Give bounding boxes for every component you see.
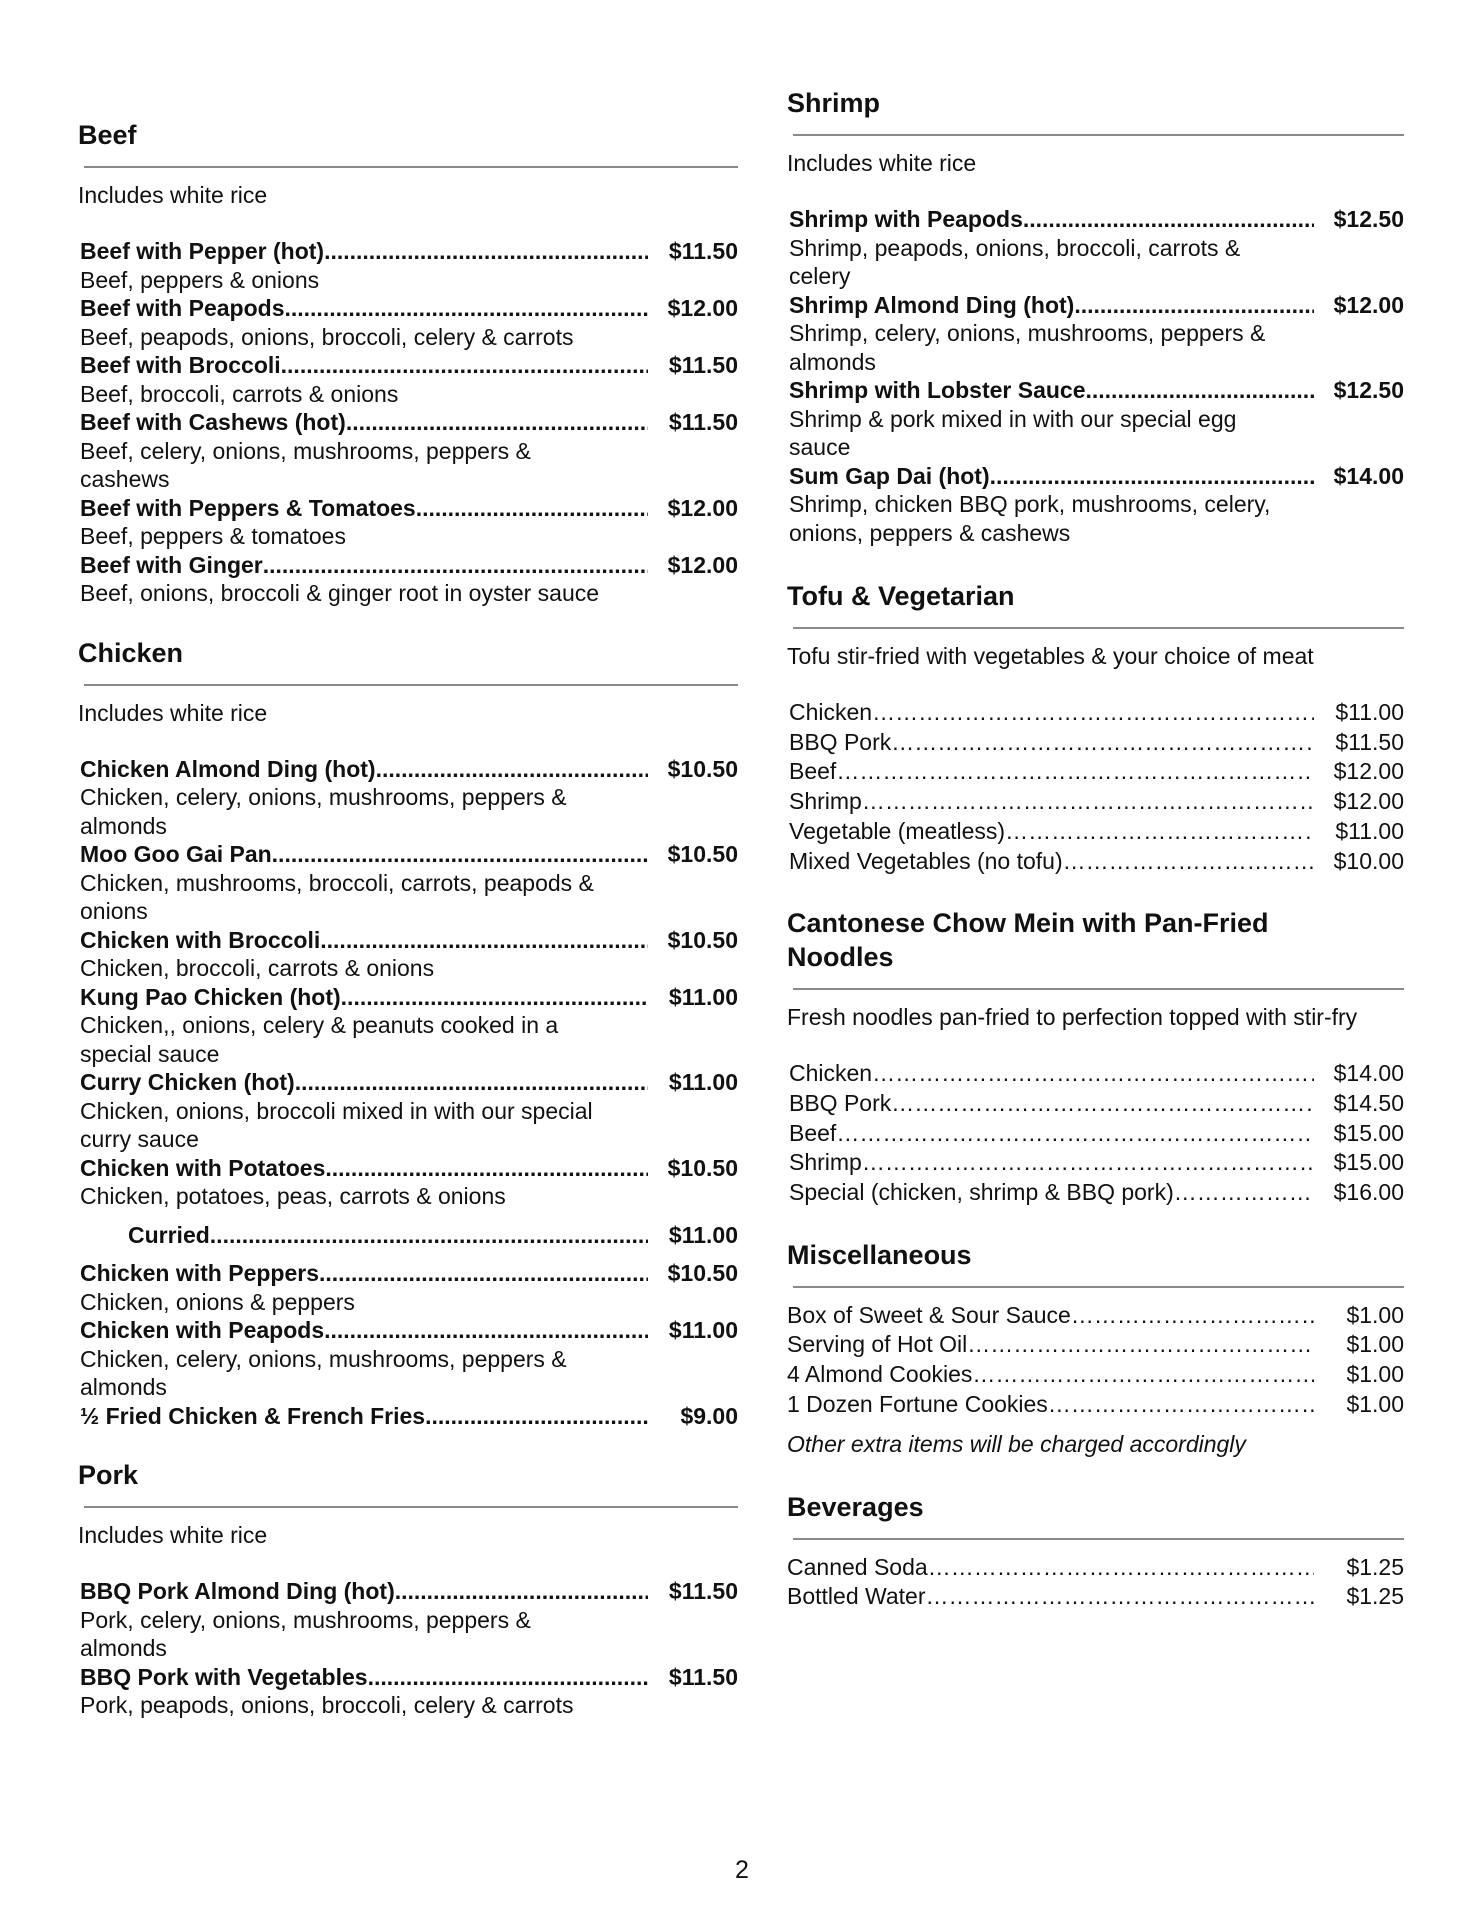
section-title: Chicken — [78, 637, 184, 668]
section-title — [787, 906, 1404, 974]
item-name: Beef with Pepper (hot) — [80, 238, 325, 264]
menu-item — [80, 1402, 738, 1431]
menu-item — [80, 1154, 738, 1211]
item-price: $12.00 — [1333, 758, 1404, 785]
section-tofu-vegetarian — [787, 579, 1404, 876]
item-name: Curried — [128, 1221, 210, 1248]
item-description: Chicken, potatoes, peas, carrots & onions — [80, 1183, 506, 1209]
item-name: Box of Sweet & Sour Sauce — [787, 1301, 1071, 1328]
item-name: Kung Pao Chicken (hot) — [80, 983, 341, 1010]
section-miscellaneous — [787, 1238, 1404, 1458]
item-name: Beef with Ginger — [80, 551, 263, 578]
section-note: Includes white rice — [78, 699, 268, 726]
item-description: Shrimp & pork mixed in with our special egg sauce — [789, 405, 1237, 460]
section-title: Tofu & Vegetarian — [787, 581, 1015, 611]
item-name: Chicken with Peapods — [80, 1317, 325, 1343]
divider — [793, 1538, 1404, 1540]
item-price: $14.00 — [1333, 462, 1404, 489]
item-name: Shrimp with Peapods — [789, 206, 1023, 232]
menu-item — [787, 1301, 1404, 1331]
item-price: $10.50 — [667, 755, 738, 782]
item-price: $12.00 — [667, 295, 738, 321]
item-name: BBQ Pork — [789, 728, 892, 755]
item-name: Chicken with Broccoli — [80, 926, 321, 953]
item-price: $11.50 — [668, 1663, 738, 1690]
item-price: $11.50 — [668, 238, 738, 264]
item-price: $15.00 — [1333, 1149, 1404, 1176]
menu-item — [789, 787, 1404, 817]
item-name: BBQ Pork Almond Ding (hot) — [80, 1578, 395, 1604]
item-name: Beef with Broccoli — [80, 352, 281, 378]
menu-item — [80, 551, 738, 608]
menu-item — [80, 351, 738, 408]
item-price: $1.00 — [1346, 1361, 1404, 1388]
menu-item — [80, 983, 738, 1069]
item-price: $10.00 — [1333, 847, 1404, 874]
menu-item — [789, 1178, 1404, 1208]
item-description: Shrimp, chicken BBQ pork, mushrooms, celery, onions, peppers & cashews — [789, 491, 1271, 546]
divider — [793, 1286, 1404, 1288]
item-price: $14.00 — [1333, 1060, 1404, 1087]
item-description: Shrimp, peapods, onions, broccoli, carrots & celery — [789, 234, 1241, 289]
divider — [84, 684, 738, 686]
menu-item — [789, 376, 1404, 462]
item-price: $11.50 — [1335, 728, 1404, 755]
divider — [84, 166, 738, 168]
item-price: $1.00 — [1346, 1390, 1404, 1417]
item-name: Canned Soda — [787, 1553, 928, 1580]
menu-item — [80, 1663, 738, 1720]
divider — [793, 134, 1404, 136]
menu-item — [80, 237, 738, 294]
item-price: $11.00 — [668, 983, 738, 1010]
menu-item — [787, 1360, 1404, 1390]
item-price: $10.50 — [667, 926, 738, 953]
menu-item — [80, 1068, 738, 1154]
page-number: 2 — [735, 1856, 749, 1884]
item-description: Pork, celery, onions, mushrooms, peppers & almonds — [80, 1606, 531, 1661]
item-price: $12.00 — [1333, 788, 1404, 815]
item-price: $11.50 — [668, 352, 738, 378]
menu-item — [80, 1577, 738, 1663]
menu-item — [787, 1330, 1404, 1360]
menu-item — [789, 205, 1404, 291]
item-description: Chicken, celery, onions, mushrooms, peppers & almonds — [80, 1345, 567, 1400]
menu-item — [789, 757, 1404, 787]
item-description: Beef, peppers & onions — [80, 266, 320, 293]
item-price: $10.50 — [667, 1260, 738, 1286]
section-pork — [78, 1458, 738, 1720]
item-description: Pork, peapods, onions, broccoli, celery & carrots — [80, 1692, 574, 1718]
item-description: Beef, celery, onions, mushrooms, peppers & cashews — [80, 437, 531, 492]
menu-item — [80, 755, 738, 841]
menu-item — [789, 462, 1404, 548]
section-title: Pork — [78, 1460, 139, 1490]
item-name: Mixed Vegetables (no tofu) — [789, 847, 1063, 874]
section-chicken — [78, 636, 738, 1431]
item-price: $11.00 — [1335, 817, 1404, 844]
item-price: $11.00 — [668, 1317, 738, 1343]
divider — [793, 988, 1404, 990]
menu-item — [789, 698, 1404, 728]
item-name: Special (chicken, shrimp & BBQ pork) — [789, 1179, 1174, 1206]
item-price: $1.25 — [1346, 1553, 1404, 1580]
item-description: Chicken, mushrooms, broccoli, carrots, peapods & onions — [80, 869, 594, 924]
left-column — [78, 118, 738, 1720]
item-price: $1.00 — [1346, 1301, 1404, 1328]
menu-item — [80, 294, 738, 351]
item-name: Curry Chicken (hot) — [80, 1069, 295, 1095]
item-name: Beef — [789, 758, 837, 785]
item-name: Shrimp — [789, 788, 862, 815]
item-name: Chicken Almond Ding (hot) — [80, 755, 376, 782]
menu-item — [80, 840, 738, 926]
item-price: $14.50 — [1333, 1089, 1404, 1116]
menu-item — [80, 408, 738, 494]
section-title: Miscellaneous — [787, 1239, 972, 1270]
item-price: $1.25 — [1346, 1583, 1404, 1610]
item-price: $11.00 — [1335, 699, 1404, 725]
section-shrimp — [787, 86, 1404, 547]
item-price: $11.50 — [668, 1578, 738, 1604]
menu-item — [787, 1390, 1404, 1420]
item-price: $12.00 — [667, 494, 738, 521]
section-beef — [78, 118, 738, 608]
menu-item — [789, 1089, 1404, 1119]
menu-item — [80, 494, 738, 551]
item-description: Shrimp, celery, onions, mushrooms, peppers & almonds — [789, 320, 1266, 375]
section-note: Includes white rice — [78, 1522, 268, 1548]
divider — [793, 627, 1404, 629]
item-name: Chicken with Peppers — [80, 1260, 320, 1286]
item-price: $9.00 — [680, 1402, 738, 1429]
item-name: Chicken — [789, 699, 873, 725]
section-note: Fresh noodles pan-fried to perfection topped with stir-fry — [787, 1004, 1358, 1031]
item-name: Shrimp — [789, 1149, 862, 1176]
section-note: Includes white rice — [78, 182, 268, 208]
item-name: Bottled Water — [787, 1583, 926, 1610]
item-name: Beef — [789, 1119, 837, 1146]
item-price: $11.50 — [668, 409, 738, 435]
item-price: $1.00 — [1346, 1331, 1404, 1358]
item-description: Chicken, onions & peppers — [80, 1288, 355, 1315]
item-name: Chicken — [789, 1060, 873, 1087]
section-title: Beverages — [787, 1491, 924, 1522]
item-name: Beef with Peapods — [80, 295, 285, 321]
section-title-line-1: Cantonese Chow Mein with Pan-Fried — [787, 908, 1269, 939]
section-beverages — [787, 1490, 1404, 1612]
menu-item — [789, 847, 1404, 877]
item-name: Chicken with Potatoes — [80, 1154, 326, 1181]
item-price: $11.00 — [668, 1069, 738, 1095]
menu-item — [787, 1553, 1404, 1583]
item-name: Beef with Cashews (hot) — [80, 409, 346, 435]
item-name: Shrimp Almond Ding (hot) — [789, 291, 1075, 318]
item-name: 4 Almond Cookies — [787, 1361, 973, 1388]
menu-item — [789, 1059, 1404, 1089]
menu-item — [789, 1148, 1404, 1178]
menu-item — [80, 1259, 738, 1316]
item-price: $15.00 — [1333, 1119, 1404, 1146]
misc-note: Other extra items will be charged accordingly — [787, 1430, 1246, 1457]
item-price: $16.00 — [1333, 1179, 1404, 1206]
item-name: Moo Goo Gai Pan — [80, 841, 272, 867]
section-title: Beef — [78, 120, 137, 150]
item-description: Beef, peppers & tomatoes — [80, 523, 346, 549]
menu-item-variant — [80, 1221, 738, 1250]
item-name: Serving of Hot Oil — [787, 1331, 968, 1358]
section-note: Tofu stir-fried with vegetables & your choice of meat — [787, 643, 1314, 669]
item-price: $12.00 — [667, 551, 738, 578]
item-description: Chicken, broccoli, carrots & onions — [80, 955, 435, 981]
item-name: Beef with Peppers & Tomatoes — [80, 494, 416, 521]
item-price: $12.50 — [1333, 206, 1404, 232]
item-name: Vegetable (meatless) — [789, 817, 1006, 844]
menu-item — [787, 1582, 1404, 1612]
item-description: Chicken, celery, onions, mushrooms, peppers & almonds — [80, 784, 567, 839]
item-price: $11.00 — [668, 1221, 738, 1248]
section-title-line-2: Noodles — [787, 942, 894, 973]
section-title: Shrimp — [787, 88, 881, 118]
item-name: BBQ Pork — [789, 1089, 892, 1116]
menu-item — [80, 926, 738, 983]
item-description: Beef, broccoli, carrots & onions — [80, 380, 399, 407]
item-description: Beef, peapods, onions, broccoli, celery & carrots — [80, 323, 574, 350]
item-name: Shrimp with Lobster Sauce — [789, 377, 1086, 403]
menu-item — [789, 291, 1404, 377]
item-price: $10.50 — [667, 841, 738, 867]
item-description: Chicken,, onions, celery & peanuts cooked in a special sauce — [80, 1012, 559, 1067]
menu-item — [789, 728, 1404, 758]
item-price: $12.50 — [1333, 377, 1404, 403]
item-name: 1 Dozen Fortune Cookies — [787, 1390, 1048, 1417]
menu-item — [789, 1119, 1404, 1149]
item-name: Sum Gap Dai (hot) — [789, 462, 990, 489]
item-description: Chicken, onions, broccoli mixed in with our special curry sauce — [80, 1097, 593, 1152]
divider — [84, 1506, 738, 1508]
item-name: BBQ Pork with Vegetables — [80, 1663, 368, 1690]
menu-item — [789, 817, 1404, 847]
menu-item — [80, 1316, 738, 1402]
item-price: $12.00 — [1333, 291, 1404, 318]
section-chow-mein — [787, 906, 1404, 1208]
item-name: ½ Fried Chicken & French Fries — [80, 1402, 426, 1429]
right-column — [787, 86, 1404, 1612]
item-price: $10.50 — [667, 1154, 738, 1181]
item-description: Beef, onions, broccoli & ginger root in oyster sauce — [80, 580, 600, 606]
section-note: Includes white rice — [787, 150, 977, 176]
